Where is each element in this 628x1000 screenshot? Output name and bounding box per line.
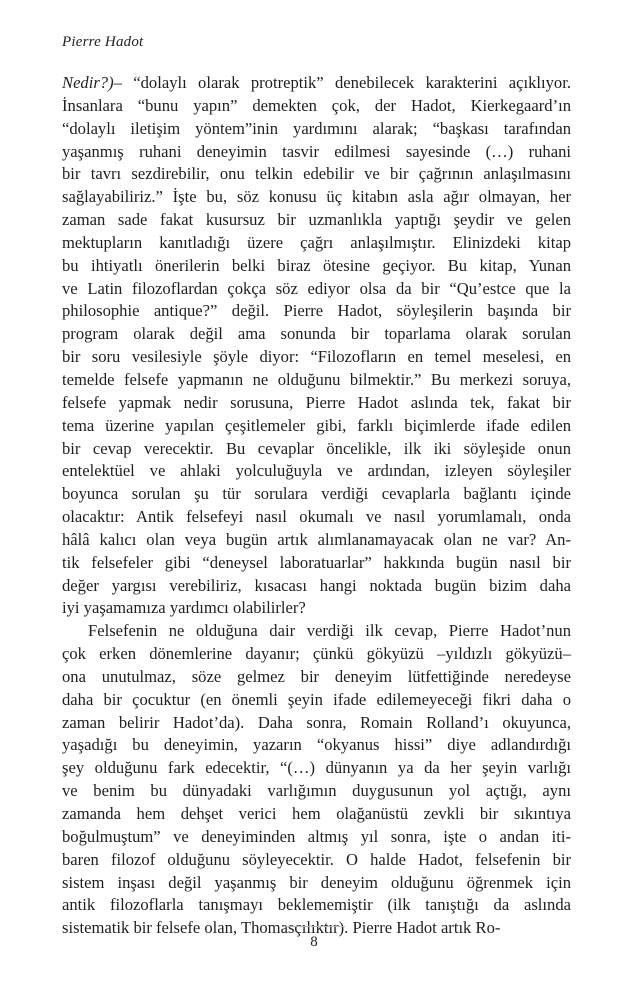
text-line: iyi yaşamamıza yardımcı olabilirler? bbox=[62, 598, 306, 618]
text-line: ona unutulmaz, söze gelmez bir deneyim lütfettiğinde neredeyse bbox=[62, 666, 571, 686]
text-line: Felsefenin ne olduğuna dair verdiği ilk cevap, Pierre Hadot’nun bbox=[88, 621, 571, 641]
text-line: bir soru vesilesiyle şöyle diyor: “Filozofların en temel meselesi, en bbox=[62, 347, 571, 367]
text-line: sistem inşası değil yaşanmış bir deneyim olduğunu öğrenmek için bbox=[62, 872, 571, 892]
text-line: bir tavrı sezdirebilir, onu telkin edebilir ve bir çağrının anlaşılmasını bbox=[62, 164, 571, 184]
first-line bbox=[62, 72, 571, 95]
text-line: temelde felsefe yapmanın ne olduğunu bilmektir.” Bu merkezi soruya, bbox=[62, 369, 571, 389]
text-line: yaşadığı bu deneyimin, yazarın “okyanus hissi” diye adlandırdığı bbox=[62, 735, 571, 755]
footer-rule bbox=[283, 926, 345, 927]
body-text bbox=[62, 72, 571, 940]
text-line: zaman belirir Hadot’da). Daha sonra, Romain Rolland’ı okuyunca, bbox=[62, 712, 571, 732]
text-line: bu ihtiyatlı önerilerin belki biraz ötesine geçiyor. Bu kitap, Yunan bbox=[62, 255, 571, 275]
text-line: felsefe yapmak nedir sorusuna, Pierre Hadot aslında tek, fakat bir bbox=[62, 392, 571, 412]
text-line: şey olduğunu fark edecektir, “(…) dünyanın ya da her şeyin varlığı bbox=[62, 758, 571, 778]
text-line: İnsanlara “bunu yapın” demekten çok, der Hadot, Kierkegaard’ın bbox=[62, 95, 571, 115]
text-line: philosophie antique?” değil. Pierre Hadot, söyleşilerin başında bir bbox=[62, 301, 571, 321]
text-line: mektupların kanıtladığı üzere çağrı anlaşılmıştır. Elinizdeki kitap bbox=[62, 232, 571, 252]
text-line: baren filozof olduğunu söyleyecektir. O halde Hadot, felsefenin bir bbox=[62, 849, 571, 869]
page-number: 8 bbox=[310, 934, 318, 950]
text-line: zaman sade fakat kusursuz bir uzmanlıkla yaptığı şeydir ve gelen bbox=[62, 210, 571, 230]
text-line: “dolaylı iletişim yöntem”inin yardımını alarak; “başkası tarafından bbox=[62, 118, 571, 138]
text-line: hâlâ kalıcı olan veya bugün artık alımlanamayacak olan ne var? An- bbox=[62, 529, 571, 549]
first-line-rest: – “dolaylı olarak protreptik” denebilecek karakterini açıklıyor. bbox=[113, 73, 571, 92]
text-line: tik felsefeler gibi “deneysel laboratuarlar” hakkında bugün nasıl bir bbox=[62, 552, 571, 572]
italic-lead: Nedir?) bbox=[62, 73, 114, 92]
text-line: zamanda hem dehşet verici hem olağanüstü zevkli bir sıkıntıya bbox=[62, 804, 571, 823]
text-line: çok erken dönemlerine dayanır; çünkü gökyüzü –yıldızlı gökyüzü– bbox=[62, 644, 571, 664]
text-line: yaşanmış ruhani deneyimin tasvir edilmesi sayesinde (…) ruhani bbox=[62, 141, 571, 161]
text-line: antik filozoflarla tanışmayı beklememiştir (ilk tanıştığı da aslında bbox=[62, 895, 571, 915]
text-line: boyunca sorulan şu tür sorulara verdiği cevaplarla bağlantı içinde bbox=[62, 484, 571, 504]
text-line: entelektüel ve ahlaki yolculuğuyla ve ardından, izleyen söyleşiler bbox=[62, 461, 571, 481]
text-line: program olarak değil ama sonunda bir toparlama olarak sorulan bbox=[62, 324, 571, 344]
paragraph-1 bbox=[62, 95, 571, 620]
text-line: boğulmuştum” ve deneyiminden altmış yıl sonra, işte o andan iti- bbox=[62, 826, 571, 846]
text-line: bir cevap verecektir. Bu cevaplar öncelikle, ilk iki söyleşide onun bbox=[62, 438, 571, 458]
text-line: daha bir çocuktur (en önemli şeyin ifade edilemeyeceği fikri daha o bbox=[62, 689, 571, 709]
text-line: ve Latin filozoflardan çokça söz ediyor olsa da bir “Qu’estce que la bbox=[62, 278, 571, 298]
text-line: sistematik bir felsefe olan, Thomasçılıktır). Pierre Hadot artık Ro- bbox=[62, 918, 501, 938]
text-line: sağlayabiliriz.” İşte bu, söz konusu üç kitabın asla ağır olmayan, her bbox=[62, 187, 571, 207]
text-line: ve benim bu dünyadaki varlığımın duygusunun yol açtığı, aynı bbox=[62, 781, 571, 801]
text-line: olacaktır: Antik felsefeyi nasıl okumalı ve nasıl yorumlamalı, onda bbox=[62, 507, 571, 527]
paragraph-2 bbox=[62, 620, 571, 940]
running-head: Pierre Hadot bbox=[62, 34, 144, 50]
text-line: değer yargısı verebiliriz, kısacası hangi noktada bugün bizim daha bbox=[62, 575, 571, 595]
text-line: tema üzerine yapılan çeşitlemeler gibi, farklı biçimlerde ifade edilen bbox=[62, 415, 571, 435]
